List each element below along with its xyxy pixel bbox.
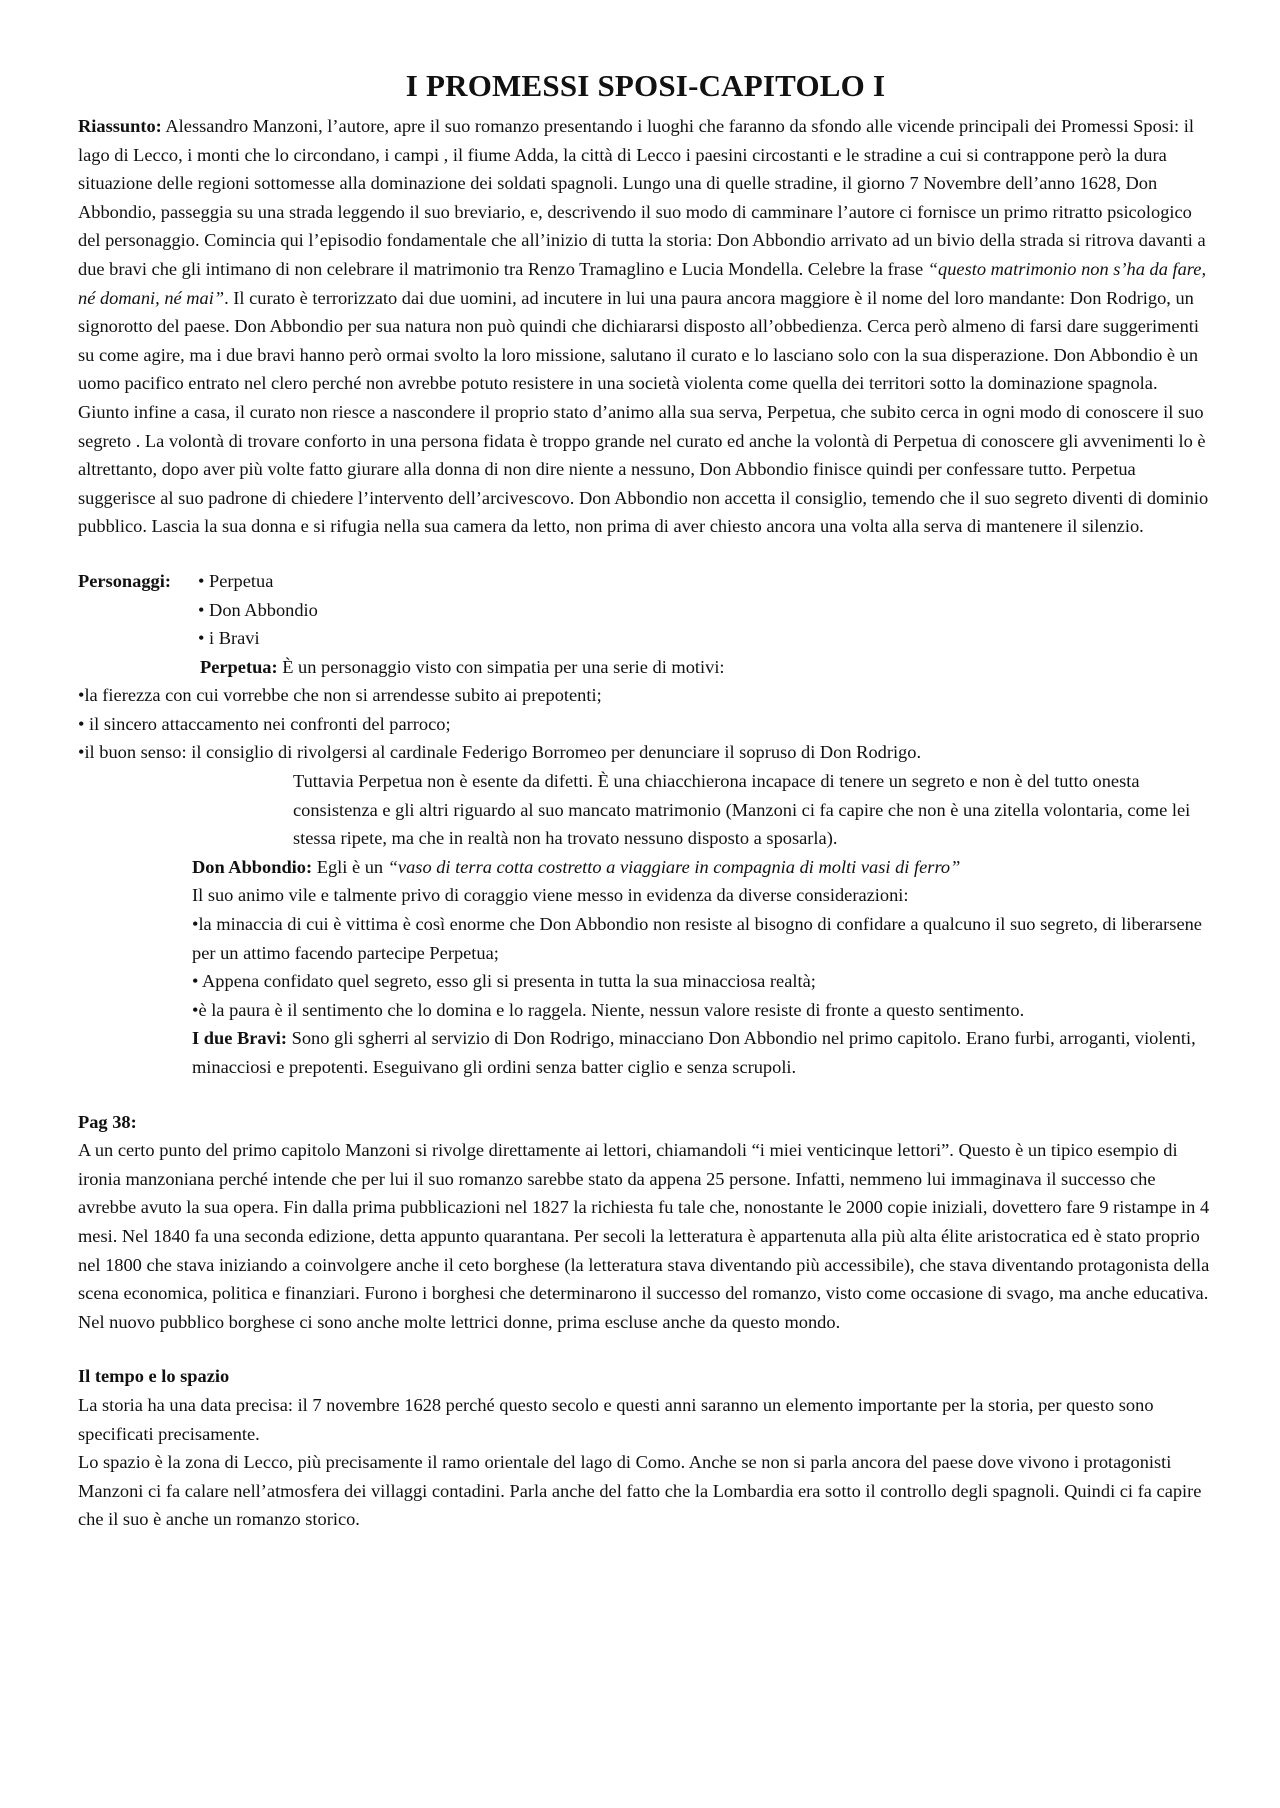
tempo-paragraph: La storia ha una data precisa: il 7 novembre 1628 perché questo secolo e questi anni saranno un elemento importante per la storia, per questo sono specificati precisamente. [78,1394,1154,1444]
abbondio-label: Don Abbondio: [192,856,313,877]
abbondio-point: •la minaccia di cui è vittima è così enorme che Don Abbondio non resiste al bisogno di confidare a qualcuno il suo segreto, di liberarsene per un attimo facendo partecipe Perpetua; [192,914,1202,963]
perpetua-point: • il sincero attaccamento nei confronti del parroco; [78,713,451,734]
riassunto-paragraph [78,112,1213,541]
document-page [78,68,1213,1534]
bravi-label: I due Bravi: [192,1028,288,1049]
personaggi-list-row [78,567,1213,653]
perpetua-point: •il buon senso: il consiglio di rivolgersi al cardinale Federigo Borromeo per denunciare il sopruso di Don Rodrigo. [78,742,922,763]
riassunto-label: Riassunto: [78,116,162,136]
list-item: • Don Abbondio [198,599,318,620]
abbondio-line: Il suo animo vile e talmente privo di coraggio viene messo in evidenza da diverse considerazioni: [192,885,909,906]
riassunto-quote: “questo matrimonio non s’ha da fare, né domani, né mai” [78,258,1207,308]
list-item: • i Bravi [198,628,260,649]
personaggi-label: Personaggi: [78,570,171,591]
personaggi-list [198,567,1213,653]
pag38-section [78,1108,1213,1337]
pag38-heading: Pag 38: [78,1111,137,1132]
riassunto-text-2: . Il curato è terrorizzato dai due uomini, ad incutere in lui una paura ancora maggiore è il nome del loro mandante: Don Rodrigo, un signorotto del paese. Don Abbondio per sua natura non può quindi che dichiararsi disposto all’obbedienza. Cerca però almeno di farsi dare suggerimenti su come agire, ma i due bravi hanno però ormai svolto la loro missione, salutano il curato e lo lasciano solo con la sua disperazione. Don Abbondio è un uomo pacifico entrato nel clero perché non avrebbe potuto resistere in una società violenta come quella dei territori sotto la dominazione spagnola. Giunto infine a casa, il curato non riesce a nascondere il proprio stato d’animo alla sua serva, Perpetua, che subito cerca in ogni modo di conoscere il suo segreto . La volontà di trovare conforto in una persona fidata è troppo grande nel curato ed anche la volontà di Perpetua di conoscere gli avvenimenti lo è altrettanto, dopo aver più volte fatto giurare alla donna di non dire niente a nessuno, Don Abbondio finisce quindi per confessare tutto. Perpetua suggerisce al suo padrone di chiedere l’intervento dell’arcivescovo. Don Abbondio non accetta il consiglio, temendo che il suo segreto diventi di dominio pubblico. Lascia la sua donna e si rifugia nella sua camera da letto, non prima di aver chiesto ancora una volta alla serva di mantenere il silenzio. [78,287,1209,537]
list-item: • Perpetua [198,570,274,591]
tempo-heading: Il tempo e lo spazio [78,1366,230,1387]
abbondio-point: •è la paura è il sentimento che lo domina e lo raggela. Niente, nessun valore resiste di fronte a questo sentimento. [192,999,1025,1020]
perpetua-label: Perpetua: [200,656,278,677]
personaggi-section [78,567,1213,1082]
spazio-paragraph: Lo spazio è la zona di Lecco, più precisamente il ramo orientale del lago di Como. Anche se non si parla ancora del paese dove vivono i protagonisti Manzoni ci fa calare nell’atmosfera dei villaggi contadini. Parla anche del fatto che la Lombardia era sotto il controllo degli spagnoli. Quindi ci fa capire che il suo è anche un romanzo storico. [78,1452,1202,1530]
abbondio-quote: “vaso di terra cotta costretto a viaggiare in compagnia di molti vasi di ferro” [387,856,961,877]
perpetua-intro: Perpetua: È un personaggio visto con simpatia per una serie di motivi: [200,656,725,677]
tempo-section [78,1362,1213,1534]
abbondio-point: • Appena confidato quel segreto, esso gli si presenta in tutta la sua minacciosa realtà; [192,971,816,992]
pag38-paragraph: A un certo punto del primo capitolo Manzoni si rivolge direttamente ai lettori, chiamandoli “i miei venticinque lettori”. Questo è un tipico esempio di ironia manzoniana perché intende che per lui il suo romanzo sarebbe stato da appena 25 persone. Infatti, nemmeno lui immaginava il successo che avrebbe avuto la sua opera. Fin dalla prima pubblicazioni nel 1827 la richiesta fu tale che, nonostante le 2000 copie iniziali, dovettero fare 9 ristampe in 4 mesi. Nel 1840 fa una seconda edizione, detta appunto quarantana. Per secoli la letteratura è appartenuta alla più alta élite aristocratica ed è stato proprio nel 1800 che stava iniziando a coinvolgere anche il ceto borghese (la letteratura stava diventando più accessibile), che stava diventando protagonista della scena economica, politica e finanziari. Furono i borghesi che determinarono il successo del romanzo, visto come occasione di svago, ma anche educativa. Nel nuovo pubblico borghese ci sono anche molte lettrici donne, prima escluse anche da questo mondo. [78,1140,1210,1332]
perpetua-point: •la fierezza con cui vorrebbe che non si arrendesse subito ai prepotenti; [78,685,602,706]
page-title: I PROMESSI SPOSI-CAPITOLO I [405,68,886,103]
abbondio-intro: Don Abbondio: Egli è un “vaso di terra cotta costretto a viaggiare in compagnia di molti vasi di ferro” [192,856,961,877]
perpetua-outro: Tuttavia Perpetua non è esente da difetti. È una chiacchierona incapace di tenere un segreto e non è del tutto onesta consistenza e gli altri riguardo al suo mancato matrimonio (Manzoni ci fa capire che non è una zitella volontaria, come lei stessa ripete, ma che in realtà non ha trovato nessuno disposto a sposarla). [293,771,1191,849]
riassunto-text-1: Alessandro Manzoni, l’autore, apre il suo romanzo presentando i luoghi che faranno da sfondo alle vicende principali dei Promessi Sposi: il lago di Lecco, i monti che lo circondano, i campi , il fiume Adda, la città di Lecco i paesini circostanti e le stradine a cui si contrappone però la dura situazione delle regioni sottomesse alla dominazione dei soldati spagnoli. Lungo una di quelle stradine, il giorno 7 Novembre dell’anno 1628, Don Abbondio, passeggia su una strada leggendo il suo breviario, e, descrivendo il suo modo di camminare l’autore ci fornisce un primo ritratto psicologico del personaggio. Comincia qui l’episodio fondamentale che all’inizio di tutta la storia: Don Abbondio arrivato ad un bivio della strada si ritrova davanti a due bravi che gli intimano di non celebrare il matrimonio tra Renzo Tramaglino e Lucia Mondella. Celebre la frase [78,116,1206,279]
bravi-paragraph: I due Bravi: Sono gli sgherri al servizio di Don Rodrigo, minacciano Don Abbondio nel primo capitolo. Erano furbi, arroganti, violenti, minacciosi e prepotenti. Eseguivano gli ordini senza batter ciglio e senza scrupoli. [192,1028,1196,1077]
